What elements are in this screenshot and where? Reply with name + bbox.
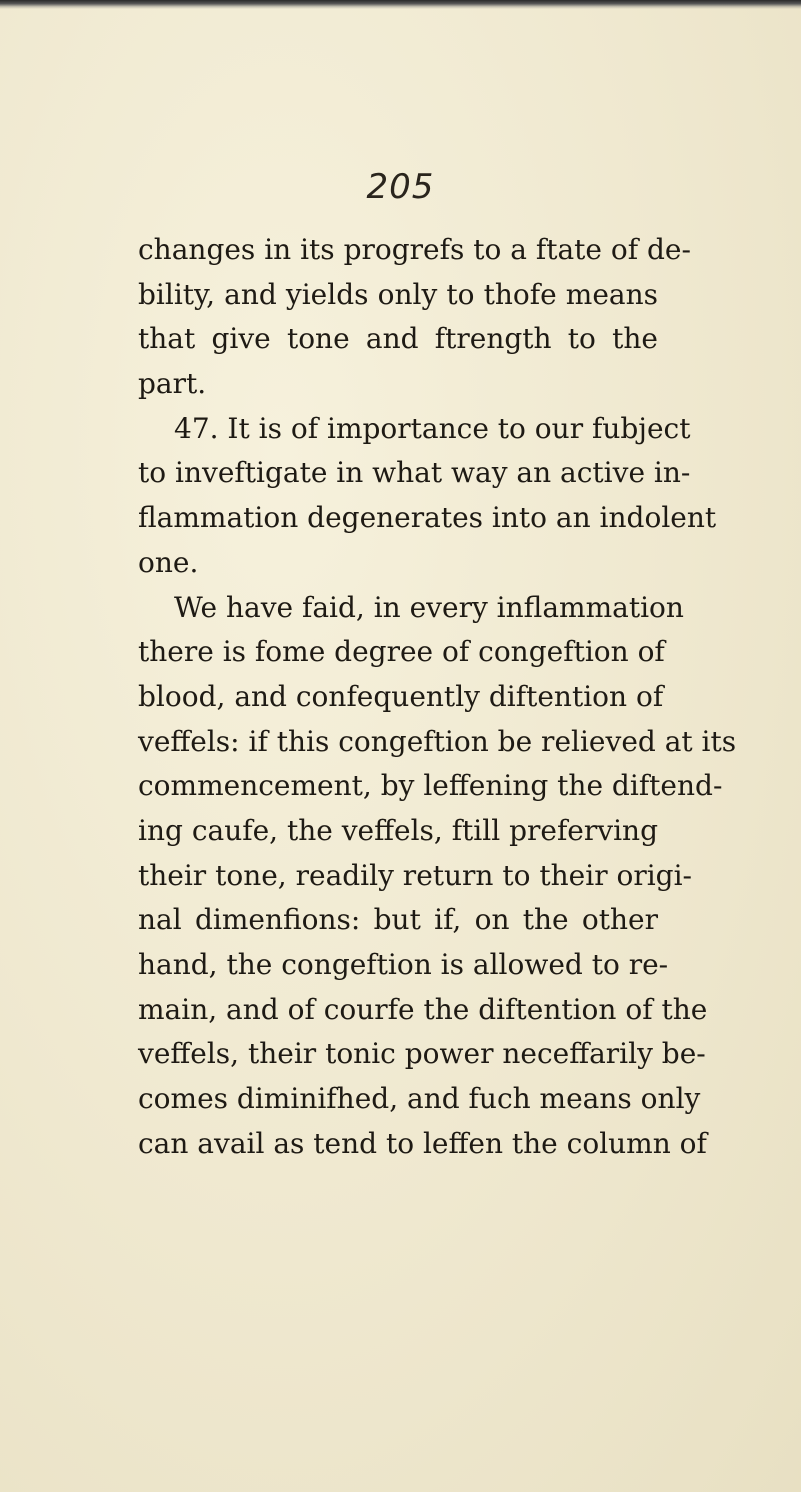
page-number: 205 (366, 167, 435, 207)
text-line: hand, the congeftion is allowed to re- (138, 948, 669, 981)
text-line: ing caufe, the veffels, ftill preferving (138, 813, 658, 847)
text-line: that give tone and ftrength to the (138, 322, 658, 356)
paragraph-47-start: 47. It is of importance to our fubject (174, 411, 691, 445)
text-line: commencement, by leffening the diftend- (138, 769, 723, 803)
page-top-edge (0, 0, 801, 9)
text-line: their tone, readily return to their origi- (138, 858, 693, 892)
text-line: comes diminifhed, and fuch means only (138, 1082, 701, 1116)
paragraph-start: We have faid, in every inflammation (174, 590, 684, 624)
text-line: blood, and confequently diftention of (138, 679, 664, 713)
text-line: veffels, their tonic power neceffarily be- (138, 1037, 706, 1071)
text-line: part. (138, 367, 207, 401)
text-line: bility, and yields only to thofe means (138, 277, 658, 311)
text-line: nal dimenfions: but if, on the other (138, 903, 658, 937)
text-line: there is fome degree of congeftion of (138, 635, 665, 669)
text-line: can avail as tend to leffen the column of (138, 1126, 707, 1160)
text-line: to inveftigate in what way an active in- (138, 456, 691, 490)
text-line: changes in its progrefs to a ftate of de- (138, 233, 691, 266)
body-text (138, 228, 737, 1166)
text-line: veffels: if this congeftion be relieved at its (138, 724, 737, 758)
text-line: main, and of courfe the diftention of the (138, 992, 708, 1026)
text-line: flammation degenerates into an indolent (138, 501, 717, 535)
text-line: one. (138, 545, 199, 579)
